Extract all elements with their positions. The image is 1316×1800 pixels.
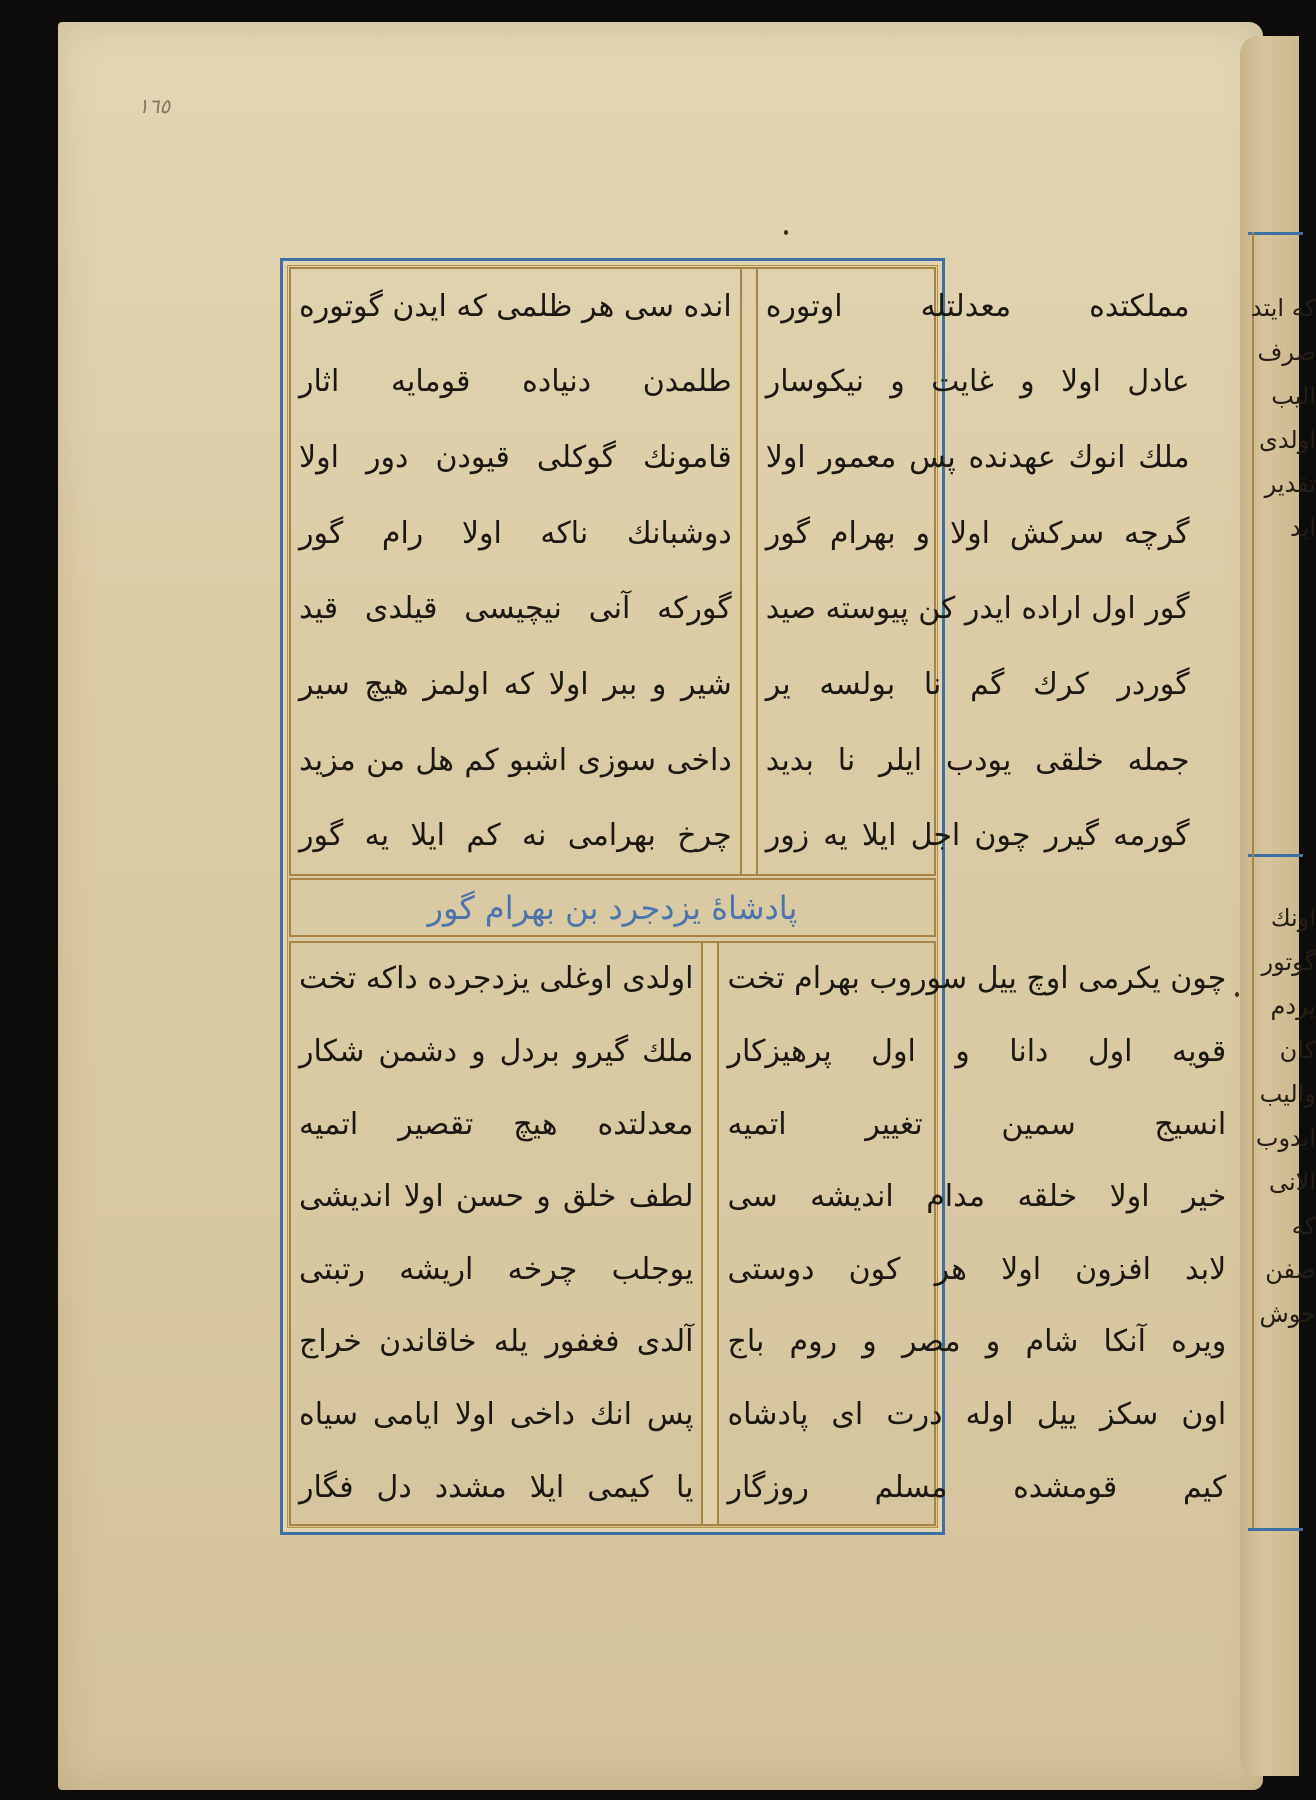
verse-line: اولدی اوغلی یزدجرده داكه تخت bbox=[299, 961, 694, 997]
text-frame bbox=[280, 258, 1227, 1535]
verse-line: اید bbox=[1290, 514, 1316, 542]
verse-line: قویه اول دانا و اول پرهیزكار bbox=[727, 1033, 1227, 1069]
verse-line: ملك گیرو بردل و دشمن شكار bbox=[299, 1033, 694, 1069]
verse-line: كیم قومشده مسلم روزگار bbox=[727, 1469, 1227, 1505]
verse-line: جمله خلقی یودب ایلر نا بدید bbox=[765, 742, 1190, 778]
verse-line: خیر اولا خلقه مدام اندیشه سی bbox=[727, 1179, 1227, 1215]
verse-line: انده سی هر ظلمی كه ایدن گوتوره bbox=[299, 288, 732, 324]
verse-line: گوركه آنی نیچیسی قیلدی قید bbox=[299, 591, 732, 627]
verse-line: ایدوب bbox=[1255, 1124, 1316, 1152]
verse-line: كه ایتد bbox=[1250, 294, 1316, 322]
verse-line: صرف bbox=[1257, 338, 1316, 366]
verse-line: طلمدن دنیاده قومایه اثار bbox=[299, 364, 732, 400]
verse-line: لابد افزون اولا هر كون دوستی bbox=[727, 1251, 1227, 1287]
verse-line: اولدی bbox=[1259, 426, 1316, 454]
verse-line: الیب bbox=[1271, 382, 1316, 410]
verse-line: یردم bbox=[1270, 992, 1316, 1020]
frame-rule bbox=[1248, 1528, 1303, 1531]
verse-block-top bbox=[289, 267, 1190, 876]
verse-line: آلدی فغفور یله خاقاندن خراج bbox=[299, 1324, 694, 1360]
verse-line: ویره آنكا شام و مصر و روم باج bbox=[727, 1324, 1227, 1360]
verse-line: صفن bbox=[1265, 1256, 1316, 1284]
verse-line: والیب bbox=[1259, 1080, 1316, 1108]
folio-number: ١٦٥ bbox=[138, 94, 171, 118]
verse-block-bottom bbox=[289, 941, 1227, 1526]
right-column bbox=[758, 269, 1198, 874]
verse-line: عادل اولا و غایت و نیكوسار bbox=[765, 364, 1190, 400]
verse-line: حوش bbox=[1259, 1300, 1316, 1328]
verse-line: كان bbox=[1279, 1036, 1316, 1064]
facing-text-lower bbox=[1256, 896, 1316, 1336]
facing-text-upper bbox=[1250, 286, 1316, 550]
verse-line: گوردر كرك گم نا بولسه یر bbox=[765, 666, 1190, 702]
verse-line: پس انك داخی اولا ایامی سیاه bbox=[299, 1397, 694, 1433]
verse-line: لطف خلق و حسن اولا اندیشی bbox=[299, 1179, 694, 1215]
verse-line: داخی سوزی اشبو كم هل من مزید bbox=[299, 742, 732, 778]
verse-line: شیر و ببر اولا كه اولمز هیچ سیر bbox=[299, 666, 732, 702]
verse-line: گور اول اراده ایدر كن پیوسته صید bbox=[765, 591, 1190, 627]
verse-line: دوشبانك ناكه اولا رام گور bbox=[299, 515, 732, 551]
verse-line: گورمه گیرر چون اجل ایلا یه زور bbox=[765, 818, 1190, 854]
frame-rule bbox=[1252, 232, 1254, 1528]
verse-line: معدلتده هیچ تقصیر اتمیه bbox=[299, 1106, 694, 1142]
right-column bbox=[719, 943, 1234, 1524]
verse-line: گوتور bbox=[1261, 948, 1316, 976]
column-gutter bbox=[740, 269, 758, 874]
verse-line: الانی bbox=[1268, 1168, 1316, 1196]
verse-line: كه bbox=[1291, 1212, 1316, 1240]
left-column bbox=[291, 943, 701, 1524]
verse-line: یا كیمی ایلا مشدد دل فگار bbox=[299, 1469, 694, 1505]
verse-line: یوجلب چرخه اریشه رتبتی bbox=[299, 1251, 694, 1287]
facing-page-edge bbox=[1240, 36, 1316, 1776]
verse-line: قامونك گوكلی قیودن دور اولا bbox=[299, 440, 732, 476]
verse-line: ملك انوك عهدنده پس معمور اولا bbox=[765, 440, 1190, 476]
verse-line: انسیج سمین تغییر اتمیه bbox=[727, 1106, 1227, 1142]
frame-rule bbox=[1248, 232, 1303, 235]
ink-dot bbox=[784, 230, 788, 235]
verse-line: گرچه سركش اولا و بهرام گور bbox=[765, 515, 1190, 551]
verse-line: مملكتده معدلتله اوتوره bbox=[765, 288, 1190, 324]
left-column bbox=[291, 269, 740, 874]
frame-rule bbox=[1248, 854, 1303, 857]
verse-line: اون سكز ییل اوله درت ای پادشاه bbox=[727, 1397, 1227, 1433]
verse-line: چرخ بهرامی نه كم ایلا یه گور bbox=[299, 818, 732, 854]
chapter-heading-band bbox=[289, 878, 936, 937]
verse-line: چون یكرمی اوچ ییل سوروب بهرام تخت bbox=[727, 961, 1227, 997]
verse-line: تقدیر bbox=[1264, 470, 1316, 498]
verse-line: اونك bbox=[1270, 904, 1316, 932]
column-gutter bbox=[701, 943, 719, 1524]
ink-dot bbox=[1235, 992, 1239, 997]
chapter-heading: پادشاهٔ یزدجرد بن بهرام گور bbox=[427, 888, 798, 927]
